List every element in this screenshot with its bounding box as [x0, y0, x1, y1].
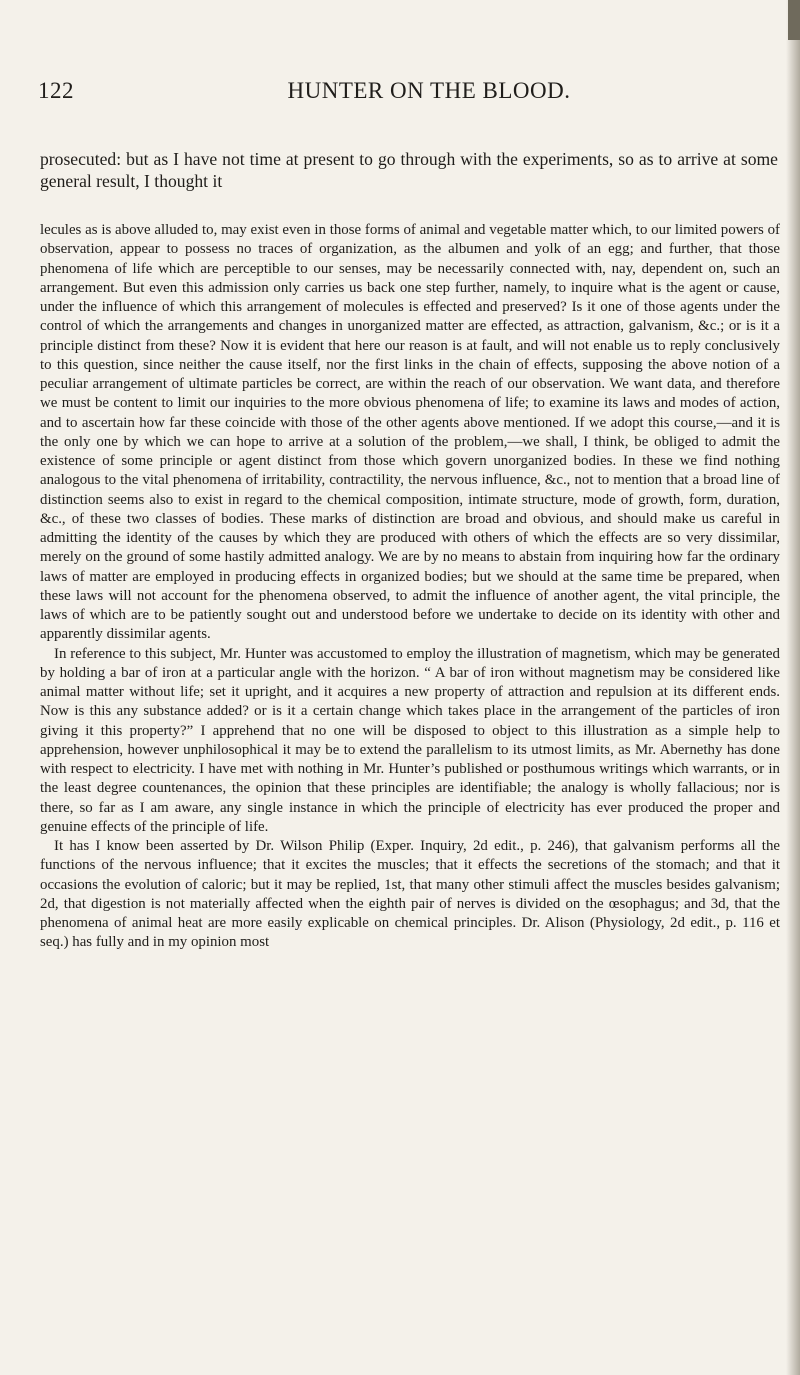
page-corner-shadow: [788, 0, 800, 40]
main-body: [40, 221, 780, 953]
page-edge-shadow: [786, 0, 800, 1375]
page-number: 122: [38, 78, 74, 103]
paragraph-3: It has I know been asserted by Dr. Wilson Philip (Exper. Inquiry, 2d edit., p. 246), that galvanism performs all the functions of the nervous influence; that it excites the muscles; that it effects the secretions of the stomach; and that it occasions the evolution of caloric; but it may be replied, 1st, that many other stimuli affect the muscles besides galvanism; 2d, that digestion is not materially affected when the eighth pair of nerves is divided on the œsophagus; and 3d, that the phenomena of animal heat are more easily explicable on chemical principles. Dr. Alison (Physiology, 2d edit., p. 116 et seq.) has fully and in my opinion most: [40, 838, 780, 951]
paragraph-1: lecules as is above alluded to, may exist even in those forms of animal and vegetable matter which, to our limited powers of observation, appear to possess no traces of organization, as the albumen and yolk of an egg; and further, that those phenomena of life which are perceptible to our senses, may be necessarily connected with, nay, dependent on, such an arrangement. But even this admission only carries us back one step further, namely, to inquire what is the agent or cause, under the influence of which this arrangement of molecules is effected and preserved? Is it one of those agents under the control of which the arrangements and changes in unorganized matter are effected, as attraction, galvanism, &c.; or is it a principle distinct from these? Now it is evident that here our reason is at fault, and will not enable us to reply conclusively to this question, since neither the cause itself, nor the first links in the chain of effects, supposing the above notion of a peculiar arrangement of ultimate particles be correct, are within the reach of our observation. We want data, and therefore we must be content to limit our inquiries to the more obvious phenomena of life; to examine its laws and modes of action, and to ascertain how far these coincide with those of the other agents above mentioned. If we adopt this course,—and it is the only one by which we can hope to arrive at a solution of the problem,—we shall, I think, be obliged to admit the existence of some principle or agent distinct from those which govern unorganized bodies. In these we find nothing analogous to the vital phenomena of irritability, contractility, the nervous influence, &c., not to mention that a broad line of distinction seems also to exist in regard to the chemical composition, intimate structure, mode of growth, form, duration, &c., of these two classes of bodies. These marks of distinction are broad and obvious, and should make us careful in admitting the identity of the causes by which they are produced with others of which the effects are so very dissimilar, merely on the ground of some hastily admitted analogy. We are by no means to abstain from inquiring how far the ordinary laws of matter are employed in producing effects in organized bodies; but we should at the same time be prepared, when these laws will not account for the phenomena observed, to admit the influence of another agent, the vital principle, the laws of which are to be patiently sought out and understood before we undertake to decide on its identity with other and apparently dissimilar agents.: [40, 222, 780, 643]
continuation-text: prosecuted: but as I have not time at present to go through with the experiments, so as to arrive at some general result, I thought it: [40, 149, 778, 191]
running-head: HUNTER ON THE BLOOD.: [287, 78, 571, 103]
paragraph-2: In reference to this subject, Mr. Hunter was accustomed to employ the illustration of magnetism, which may be generated by holding a bar of iron at a particular angle with the horizon. “ A bar of iron without magnetism may be considered like animal matter without life; set it upright, and it acquires a new property of attraction and repulsion at its different ends. Now is this any substance added? or is it a certain change which takes place in the arrangement of the particles of iron giving it this property?” I apprehend that no one will be disposed to object to this illustration as a simple help to apprehension, however unphilosophical it may be to extend the parallelism to its utmost limits, as Mr. Abernethy has done with respect to electricity. I have met with nothing in Mr. Hunter’s published or posthumous writings which warrants, or in the least degree countenances, the opinion that these principles are identifiable; the analogy is wholly fallacious; nor is there, so far as I am aware, any single instance in which the principle of electricity has ever produced the proper and genuine effects of the principle of life.: [40, 645, 780, 835]
page-header: [38, 78, 760, 114]
